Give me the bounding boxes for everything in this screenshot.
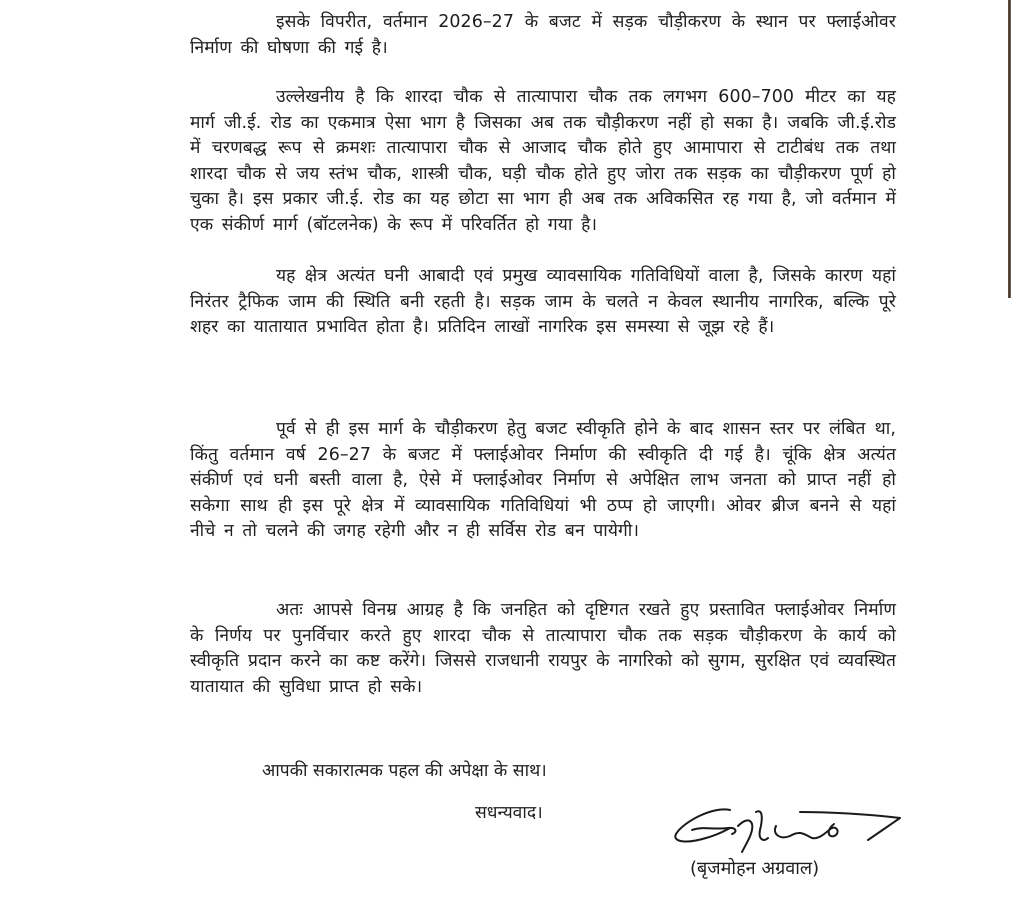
paragraph-budget-announcement: इसके विपरीत, वर्तमान 2026–27 के बजट में सड़क चौड़ीकरण के स्थान पर फ्लाईओवर निर्माण की घोषणा की गई है। <box>190 12 896 58</box>
paragraph-flyover-objection: पूर्व से ही इस मार्ग के चौड़ीकरण हेतु बजट स्वीकृति होने के बाद शासन स्तर पर लंबित था, किंतु वर्तमान वर्ष 26–27 के बजट में फ्लाईओवर निर्माण की स्वीकृति दी गई है। चूंकि क्षेत्र अत्यंत संकीर्ण एवं घनी बस्ती वाला है, ऐसे में फ्लाईओवर निर्माण से अपेक्षित लाभ जनता को प्राप्त नहीं हो सकेगा साथ ही इस पूरे क्षेत्र में व्यावसायिक गतिविधियां भी ठप्प हो जाएगी। ओवर ब्रीज बनने से यहां नीचे न तो चलने की जगह रहेगी और न ही सर्विस रोड बन पायेगी। <box>190 419 896 542</box>
paragraph-traffic-problem: यह क्षेत्र अत्यंत घनी आबादी एवं प्रमुख व्यावसायिक गतिविधियों वाला है, जिसके कारण यहां निरंतर ट्रैफिक जाम की स्थिति बनी रहती है। सड़क जाम के चलते न केवल स्थानीय नागरिक, बल्कि पूरे शहर का यातायात प्रभावित होता है। प्रतिदिन लाखों नागरिक इस समस्या से जूझ रहे हैं। <box>190 266 896 338</box>
signature-stroke-right <box>775 824 838 838</box>
signature-stroke-underline <box>800 812 900 840</box>
signature-stroke-middle <box>738 811 768 852</box>
handwritten-signature <box>668 800 938 860</box>
thanks-line: सधन्यवाद। <box>475 803 543 823</box>
paragraph-request: अतः आपसे विनम्र आग्रह है कि जनहित को दृष्टिगत रखते हुए प्रस्तावित फ्लाईओवर निर्माण के निर्णय पर पुनर्विचार करते हुए शारदा चौक से तात्यापारा चौक तक सड़क चौड़ीकरण के कार्य को स्वीकृति प्रदान करने का कष्ट करेंगे। जिससे राजधानी रायपुर के नागरिको को सुगम, सुरक्षित एवं व्यवस्थित यातायात की सुविधा प्राप्त हो सके। <box>190 600 896 697</box>
closing-line: आपकी सकारात्मक पहल की अपेक्षा के साथ। <box>262 761 547 781</box>
page-edge-shadow <box>1008 0 1011 298</box>
signer-name: (बृजमोहन अग्रवाल) <box>690 858 820 879</box>
signature-stroke-loop <box>675 809 735 841</box>
paragraph-road-description: उल्लेखनीय है कि शारदा चौक से तात्यापारा चौक तक लगभग 600–700 मीटर का यह मार्ग जी.ई. रोड का एकमात्र ऐसा भाग है जिसका अब तक चौड़ीकरण नहीं हो सका है। जबकि जी.ई.रोड में चरणबद्ध रूप से क्रमशः तात्यापारा चौक से आजाद चौक होते हुए आमापारा से टाटीबंध तक तथा शारदा चौक से जय स्तंभ चौक, शास्त्री चौक, घड़ी चौक होते हुए जोरा तक सड़क का चौड़ीकरण पूर्ण हो चुका है। इस प्रकार जी.ई. रोड का यह छोटा सा भाग ही अब तक अविकसित रह गया है, जो वर्तमान में एक संकीर्ण मार्ग (बॉटलनेक) के रूप में परिवर्तित हो गया है। <box>190 87 896 235</box>
